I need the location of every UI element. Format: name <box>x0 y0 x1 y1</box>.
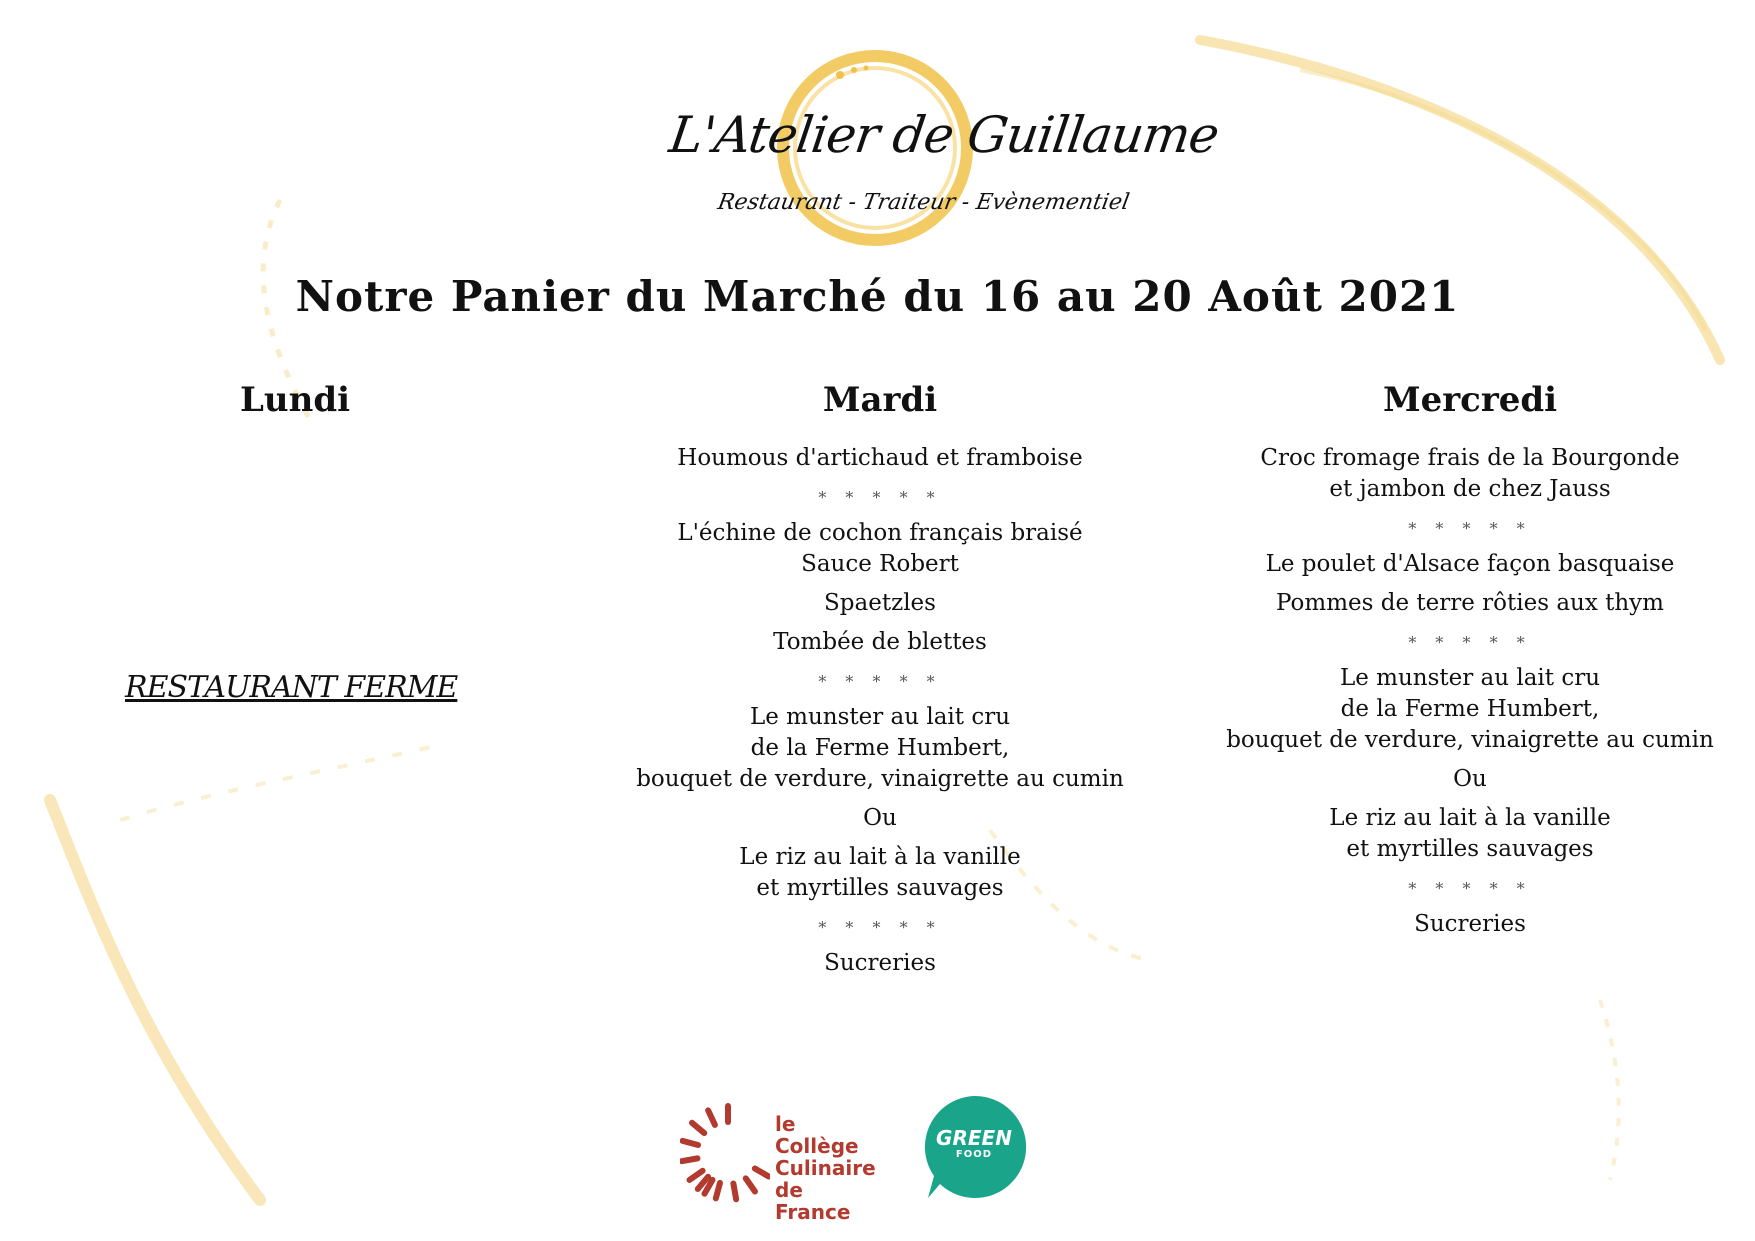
menu-item <box>1185 663 1755 756</box>
separator: * * * * * <box>818 918 942 937</box>
menu-line: et myrtilles sauvages <box>1346 836 1594 862</box>
menu-line: Le riz au lait à la vanille <box>739 844 1021 870</box>
menu-line: Le munster au lait cru <box>749 704 1011 730</box>
menu-item: Pommes de terre rôties aux thym <box>1276 590 1664 616</box>
menu-item: Sucreries <box>1414 911 1526 937</box>
column-mercredi <box>1185 375 1755 940</box>
college-culinaire-logo <box>680 1095 880 1224</box>
menu-line: Sauce Robert <box>801 551 959 577</box>
menu-line: bouquet de verdure, vinaigrette au cumin <box>1226 727 1714 753</box>
menu-item <box>600 518 1160 580</box>
day-heading: Lundi <box>239 380 351 420</box>
menu-item <box>1185 443 1755 505</box>
green-food-name: GREEN <box>936 1126 1012 1150</box>
menu-item: Spaetzles <box>824 590 936 616</box>
restaurant-logo <box>640 30 1222 260</box>
college-line: Culinaire <box>775 1156 876 1180</box>
menu-line: de la Ferme Humbert, <box>1340 696 1600 722</box>
menu-line: et myrtilles sauvages <box>756 875 1004 901</box>
menu-item <box>1185 803 1755 865</box>
separator: * * * * * <box>818 488 942 507</box>
college-text <box>775 1113 880 1223</box>
green-food-text <box>920 1128 1028 1162</box>
separator: * * * * * <box>818 672 942 691</box>
logo-name: L'Atelier de Guillaume <box>665 106 1222 164</box>
menu-item <box>600 842 1160 904</box>
green-food-sub: FOOD <box>955 1149 993 1160</box>
college-line: de France <box>775 1178 851 1224</box>
menu-item: Le poulet d'Alsace façon basquaise <box>1265 551 1675 577</box>
menu-line: et jambon de chez Jauss <box>1329 476 1611 502</box>
menu-line: L'échine de cochon français braisé <box>677 520 1083 546</box>
separator: * * * * * <box>1408 633 1532 652</box>
college-sunburst-icon <box>680 1095 770 1210</box>
college-line: le Collège <box>775 1112 859 1158</box>
menu-line: Croc fromage frais de la Bourgonde <box>1260 445 1680 471</box>
menu-or: Ou <box>1453 766 1487 792</box>
logo-tagline: Restaurant - Traiteur - Evènementiel <box>715 190 1132 215</box>
day-heading: Mercredi <box>1382 380 1558 420</box>
closed-notice: RESTAURANT FERME <box>125 670 458 705</box>
column-lundi <box>100 375 490 435</box>
page-title: Notre Panier du Marché du 16 au 20 Août 2021 <box>295 272 1460 321</box>
menu-item <box>600 702 1160 795</box>
menu-item: Sucreries <box>824 950 936 976</box>
separator: * * * * * <box>1408 519 1532 538</box>
column-mardi <box>600 375 1160 979</box>
menu-item: Houmous d'artichaud et framboise <box>677 445 1083 471</box>
menu-or: Ou <box>863 805 897 831</box>
separator: * * * * * <box>1408 879 1532 898</box>
menu-line: bouquet de verdure, vinaigrette au cumin <box>636 766 1124 792</box>
menu-line: Le riz au lait à la vanille <box>1329 805 1611 831</box>
day-heading: Mardi <box>822 380 938 420</box>
menu-item: Tombée de blettes <box>773 629 987 655</box>
menu-line: Le munster au lait cru <box>1339 665 1601 691</box>
green-food-logo <box>920 1092 1030 1202</box>
menu-line: de la Ferme Humbert, <box>750 735 1010 761</box>
